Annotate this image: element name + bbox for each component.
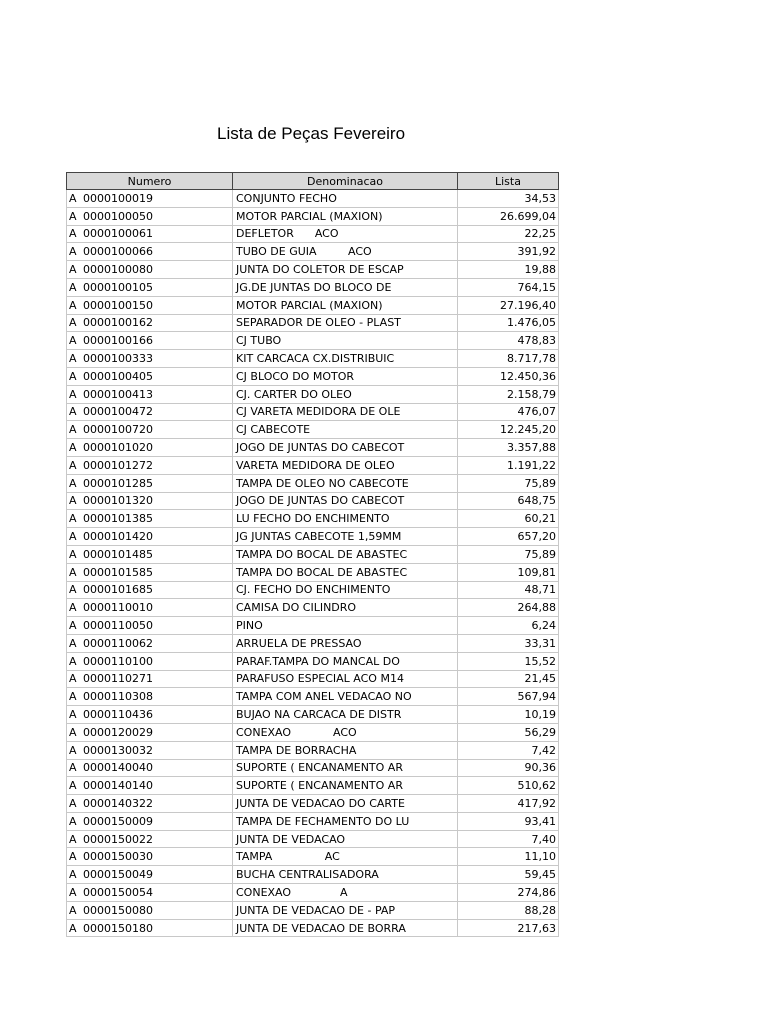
- numero-cell: [67, 243, 233, 261]
- numero-prefix: A: [69, 245, 77, 259]
- numero-prefix: A: [69, 903, 77, 917]
- lista-cell: 1.191,22: [458, 456, 559, 474]
- numero-cell: [67, 332, 233, 350]
- numero-value: 0000110050: [83, 619, 153, 633]
- numero-cell: [67, 492, 233, 510]
- numero-value: 0000100150: [83, 298, 153, 312]
- table-row: [67, 848, 559, 866]
- numero-prefix: A: [69, 298, 77, 312]
- numero-value: 0000101020: [83, 441, 153, 455]
- numero-cell: [67, 599, 233, 617]
- numero-prefix: A: [69, 280, 77, 294]
- numero-value: 0000140040: [83, 761, 153, 775]
- numero-prefix: A: [69, 619, 77, 633]
- table-row: [67, 617, 559, 635]
- lista-cell: 264,88: [458, 599, 559, 617]
- numero-value: 0000150180: [83, 921, 153, 935]
- numero-value: 0000100066: [83, 245, 153, 259]
- lista-cell: 12.450,36: [458, 367, 559, 385]
- numero-value: 0000150049: [83, 868, 153, 882]
- numero-value: 0000140322: [83, 796, 153, 810]
- numero-prefix: A: [69, 547, 77, 561]
- numero-prefix: A: [69, 885, 77, 899]
- denominacao-cell: JG.DE JUNTAS DO BLOCO DE: [233, 278, 458, 296]
- numero-prefix: A: [69, 796, 77, 810]
- denominacao-cell: PARAFUSO ESPECIAL ACO M14: [233, 670, 458, 688]
- denominacao-cell: JUNTA DE VEDACAO DE - PAP: [233, 901, 458, 919]
- denominacao-cell: JUNTA DE VEDACAO DO CARTE: [233, 795, 458, 813]
- numero-cell: [67, 688, 233, 706]
- table-row: [67, 403, 559, 421]
- table-row: [67, 563, 559, 581]
- page-title: Lista de Peças Fevereiro: [217, 124, 406, 143]
- denominacao-cell: CJ TUBO: [233, 332, 458, 350]
- denominacao-cell: CONEXAO ACO: [233, 723, 458, 741]
- denominacao-cell: PINO: [233, 617, 458, 635]
- numero-prefix: A: [69, 565, 77, 579]
- numero-value: 0000100019: [83, 191, 153, 205]
- column-header-lista: Lista: [458, 173, 559, 190]
- table-row: [67, 723, 559, 741]
- denominacao-cell: JUNTA DO COLETOR DE ESCAP: [233, 261, 458, 279]
- table-row: [67, 439, 559, 457]
- numero-cell: [67, 350, 233, 368]
- numero-value: 0000101385: [83, 512, 153, 526]
- denominacao-cell: TUBO DE GUIA ACO: [233, 243, 458, 261]
- numero-prefix: A: [69, 708, 77, 721]
- denominacao-cell: VARETA MEDIDORA DE OLEO: [233, 456, 458, 474]
- numero-cell: [67, 403, 233, 421]
- lista-cell: 764,15: [458, 278, 559, 296]
- denominacao-cell: TAMPA AC: [233, 848, 458, 866]
- table-row: [67, 492, 559, 510]
- table-row: [67, 919, 559, 937]
- table-row: [67, 670, 559, 688]
- denominacao-cell: CAMISA DO CILINDRO: [233, 599, 458, 617]
- lista-cell: 33,31: [458, 634, 559, 652]
- numero-value: 0000100413: [83, 387, 153, 401]
- numero-prefix: A: [69, 476, 77, 490]
- lista-cell: 391,92: [458, 243, 559, 261]
- table-row: [67, 421, 559, 439]
- numero-cell: [67, 225, 233, 243]
- denominacao-cell: PARAF.TAMPA DO MANCAL DO: [233, 652, 458, 670]
- numero-value: 0000100105: [83, 280, 153, 294]
- table-row: [67, 830, 559, 848]
- denominacao-cell: CJ. CARTER DO OLEO: [233, 385, 458, 403]
- denominacao-cell: CJ CABECOTE: [233, 421, 458, 439]
- numero-value: 0000101585: [83, 565, 153, 579]
- numero-value: 0000110271: [83, 672, 153, 686]
- table-row: [67, 866, 559, 884]
- denominacao-cell: SUPORTE ( ENCANAMENTO AR: [233, 777, 458, 795]
- table-row: [67, 706, 559, 724]
- numero-prefix: A: [69, 191, 77, 205]
- numero-value: 0000100061: [83, 227, 153, 241]
- denominacao-cell: CONJUNTO FECHO: [233, 190, 458, 208]
- denominacao-cell: MOTOR PARCIAL (MAXION): [233, 296, 458, 314]
- lista-cell: 6,24: [458, 617, 559, 635]
- lista-cell: 2.158,79: [458, 385, 559, 403]
- numero-prefix: A: [69, 636, 77, 650]
- numero-value: 0000130032: [83, 743, 153, 757]
- table-row: [67, 777, 559, 795]
- denominacao-cell: JOGO DE JUNTAS DO CABECOT: [233, 492, 458, 510]
- numero-cell: [67, 830, 233, 848]
- lista-cell: 8.717,78: [458, 350, 559, 368]
- table-body: [67, 190, 559, 937]
- denominacao-cell: KIT CARCACA CX.DISTRIBUIC: [233, 350, 458, 368]
- numero-prefix: A: [69, 512, 77, 526]
- lista-cell: 34,53: [458, 190, 559, 208]
- lista-cell: 1.476,05: [458, 314, 559, 332]
- numero-cell: [67, 741, 233, 759]
- numero-cell: [67, 581, 233, 599]
- lista-cell: 417,92: [458, 795, 559, 813]
- lista-cell: 11,10: [458, 848, 559, 866]
- numero-prefix: A: [69, 814, 77, 828]
- denominacao-cell: TAMPA DO BOCAL DE ABASTEC: [233, 563, 458, 581]
- table-row: [67, 456, 559, 474]
- lista-cell: 22,25: [458, 225, 559, 243]
- numero-prefix: A: [69, 209, 77, 223]
- numero-prefix: A: [69, 690, 77, 704]
- numero-prefix: A: [69, 423, 77, 437]
- numero-cell: [67, 261, 233, 279]
- table-row: [67, 332, 559, 350]
- denominacao-cell: CJ VARETA MEDIDORA DE OLE: [233, 403, 458, 421]
- numero-prefix: A: [69, 369, 77, 383]
- numero-cell: [67, 759, 233, 777]
- lista-cell: 21,45: [458, 670, 559, 688]
- lista-cell: 60,21: [458, 510, 559, 528]
- lista-cell: 567,94: [458, 688, 559, 706]
- numero-prefix: A: [69, 405, 77, 419]
- table-row: [67, 688, 559, 706]
- table-row: [67, 901, 559, 919]
- numero-value: 0000120029: [83, 725, 153, 739]
- numero-cell: [67, 706, 233, 724]
- denominacao-cell: TAMPA COM ANEL VEDACAO NO: [233, 688, 458, 706]
- lista-cell: 15,52: [458, 652, 559, 670]
- lista-cell: 48,71: [458, 581, 559, 599]
- table-header: [67, 173, 559, 190]
- numero-cell: [67, 314, 233, 332]
- numero-prefix: A: [69, 654, 77, 668]
- numero-value: 0000110308: [83, 690, 153, 704]
- denominacao-cell: JUNTA DE VEDACAO DE BORRA: [233, 919, 458, 937]
- parts-table: [66, 172, 559, 937]
- numero-cell: [67, 421, 233, 439]
- lista-cell: 476,07: [458, 403, 559, 421]
- numero-value: 0000100162: [83, 316, 153, 330]
- lista-cell: 657,20: [458, 528, 559, 546]
- table-row: [67, 385, 559, 403]
- numero-cell: [67, 866, 233, 884]
- denominacao-cell: ARRUELA DE PRESSAO: [233, 634, 458, 652]
- numero-value: 0000100472: [83, 405, 153, 419]
- lista-cell: 10,19: [458, 706, 559, 724]
- table-row: [67, 225, 559, 243]
- numero-value: 0000150054: [83, 885, 153, 899]
- table-row: [67, 190, 559, 208]
- table-row: [67, 314, 559, 332]
- numero-cell: [67, 901, 233, 919]
- numero-prefix: A: [69, 601, 77, 615]
- numero-prefix: A: [69, 832, 77, 846]
- lista-cell: 217,63: [458, 919, 559, 937]
- table-row: [67, 884, 559, 902]
- table-row: [67, 545, 559, 563]
- numero-prefix: A: [69, 850, 77, 864]
- numero-value: 0000100166: [83, 334, 153, 348]
- numero-prefix: A: [69, 743, 77, 757]
- lista-cell: 3.357,88: [458, 439, 559, 457]
- numero-prefix: A: [69, 868, 77, 882]
- numero-cell: [67, 296, 233, 314]
- lista-cell: 648,75: [458, 492, 559, 510]
- table-row: [67, 350, 559, 368]
- numero-cell: [67, 795, 233, 813]
- numero-cell: [67, 385, 233, 403]
- numero-value: 0000100720: [83, 423, 153, 437]
- numero-prefix: A: [69, 387, 77, 401]
- numero-value: 0000110100: [83, 654, 153, 668]
- numero-cell: [67, 634, 233, 652]
- numero-prefix: A: [69, 761, 77, 775]
- table-row: [67, 474, 559, 492]
- numero-value: 0000101272: [83, 458, 153, 472]
- table-row: [67, 741, 559, 759]
- denominacao-cell: CJ BLOCO DO MOTOR: [233, 367, 458, 385]
- denominacao-cell: TAMPA DE OLEO NO CABECOTE: [233, 474, 458, 492]
- lista-cell: 90,36: [458, 759, 559, 777]
- table-row: [67, 296, 559, 314]
- denominacao-cell: JG JUNTAS CABECOTE 1,59MM: [233, 528, 458, 546]
- lista-cell: 109,81: [458, 563, 559, 581]
- numero-value: 0000101485: [83, 547, 153, 561]
- numero-value: 0000101320: [83, 494, 153, 508]
- numero-prefix: A: [69, 458, 77, 472]
- lista-cell: 75,89: [458, 545, 559, 563]
- numero-prefix: A: [69, 530, 77, 544]
- lista-cell: 26.699,04: [458, 207, 559, 225]
- lista-cell: 7,42: [458, 741, 559, 759]
- column-header-denominacao: Denominacao: [233, 173, 458, 190]
- numero-value: 0000100333: [83, 352, 153, 366]
- denominacao-cell: JUNTA DE VEDACAO: [233, 830, 458, 848]
- numero-cell: [67, 439, 233, 457]
- table-row: [67, 510, 559, 528]
- numero-prefix: A: [69, 494, 77, 508]
- numero-value: 0000101420: [83, 530, 153, 544]
- table-row: [67, 278, 559, 296]
- numero-cell: [67, 777, 233, 795]
- denominacao-cell: LU FECHO DO ENCHIMENTO: [233, 510, 458, 528]
- numero-value: 0000150080: [83, 903, 153, 917]
- numero-prefix: A: [69, 921, 77, 935]
- lista-cell: 59,45: [458, 866, 559, 884]
- lista-cell: 93,41: [458, 812, 559, 830]
- denominacao-cell: SUPORTE ( ENCANAMENTO AR: [233, 759, 458, 777]
- numero-cell: [67, 278, 233, 296]
- numero-prefix: A: [69, 227, 77, 241]
- numero-cell: [67, 545, 233, 563]
- numero-value: 0000110010: [83, 601, 153, 615]
- table-row: [67, 581, 559, 599]
- numero-cell: [67, 723, 233, 741]
- numero-prefix: A: [69, 263, 77, 277]
- numero-cell: [67, 919, 233, 937]
- table-row: [67, 634, 559, 652]
- table-row: [67, 599, 559, 617]
- denominacao-cell: DEFLETOR ACO: [233, 225, 458, 243]
- lista-cell: 7,40: [458, 830, 559, 848]
- numero-prefix: A: [69, 672, 77, 686]
- numero-value: 0000100080: [83, 263, 153, 277]
- lista-cell: 27.196,40: [458, 296, 559, 314]
- numero-value: 0000110436: [83, 708, 153, 721]
- numero-value: 0000110062: [83, 636, 153, 650]
- numero-prefix: A: [69, 316, 77, 330]
- numero-cell: [67, 510, 233, 528]
- denominacao-cell: JOGO DE JUNTAS DO CABECOT: [233, 439, 458, 457]
- lista-cell: 19,88: [458, 261, 559, 279]
- numero-cell: [67, 884, 233, 902]
- denominacao-cell: BUCHA CENTRALISADORA: [233, 866, 458, 884]
- table-row: [67, 528, 559, 546]
- denominacao-cell: MOTOR PARCIAL (MAXION): [233, 207, 458, 225]
- denominacao-cell: BUJAO NA CARCACA DE DISTR: [233, 706, 458, 724]
- denominacao-cell: TAMPA DO BOCAL DE ABASTEC: [233, 545, 458, 563]
- table-row: [67, 243, 559, 261]
- numero-cell: [67, 474, 233, 492]
- numero-cell: [67, 848, 233, 866]
- lista-cell: 75,89: [458, 474, 559, 492]
- denominacao-cell: CJ. FECHO DO ENCHIMENTO: [233, 581, 458, 599]
- table-row: [67, 812, 559, 830]
- numero-cell: [67, 670, 233, 688]
- numero-prefix: A: [69, 779, 77, 793]
- numero-value: 0000100405: [83, 369, 153, 383]
- numero-value: 0000140140: [83, 779, 153, 793]
- denominacao-cell: SEPARADOR DE OLEO - PLAST: [233, 314, 458, 332]
- numero-cell: [67, 367, 233, 385]
- numero-value: 0000150030: [83, 850, 153, 864]
- denominacao-cell: TAMPA DE FECHAMENTO DO LU: [233, 812, 458, 830]
- column-header-numero: Numero: [67, 173, 233, 190]
- lista-cell: 12.245,20: [458, 421, 559, 439]
- numero-value: 0000100050: [83, 209, 153, 223]
- numero-value: 0000150009: [83, 814, 153, 828]
- table-row: [67, 759, 559, 777]
- numero-prefix: A: [69, 583, 77, 597]
- numero-cell: [67, 528, 233, 546]
- table-row: [67, 795, 559, 813]
- numero-value: 0000150022: [83, 832, 153, 846]
- numero-cell: [67, 812, 233, 830]
- numero-cell: [67, 190, 233, 208]
- numero-cell: [67, 617, 233, 635]
- numero-cell: [67, 207, 233, 225]
- numero-cell: [67, 652, 233, 670]
- table-row: [67, 207, 559, 225]
- table-row: [67, 367, 559, 385]
- numero-prefix: A: [69, 725, 77, 739]
- lista-cell: 510,62: [458, 777, 559, 795]
- numero-value: 0000101685: [83, 583, 153, 597]
- numero-prefix: A: [69, 352, 77, 366]
- lista-cell: 274,86: [458, 884, 559, 902]
- numero-value: 0000101285: [83, 476, 153, 490]
- lista-cell: 478,83: [458, 332, 559, 350]
- numero-cell: [67, 563, 233, 581]
- lista-cell: 88,28: [458, 901, 559, 919]
- numero-prefix: A: [69, 334, 77, 348]
- table-row: [67, 261, 559, 279]
- denominacao-cell: TAMPA DE BORRACHA: [233, 741, 458, 759]
- header-row: [67, 173, 559, 190]
- denominacao-cell: CONEXAO A: [233, 884, 458, 902]
- numero-cell: [67, 456, 233, 474]
- numero-prefix: A: [69, 441, 77, 455]
- table-row: [67, 652, 559, 670]
- lista-cell: 56,29: [458, 723, 559, 741]
